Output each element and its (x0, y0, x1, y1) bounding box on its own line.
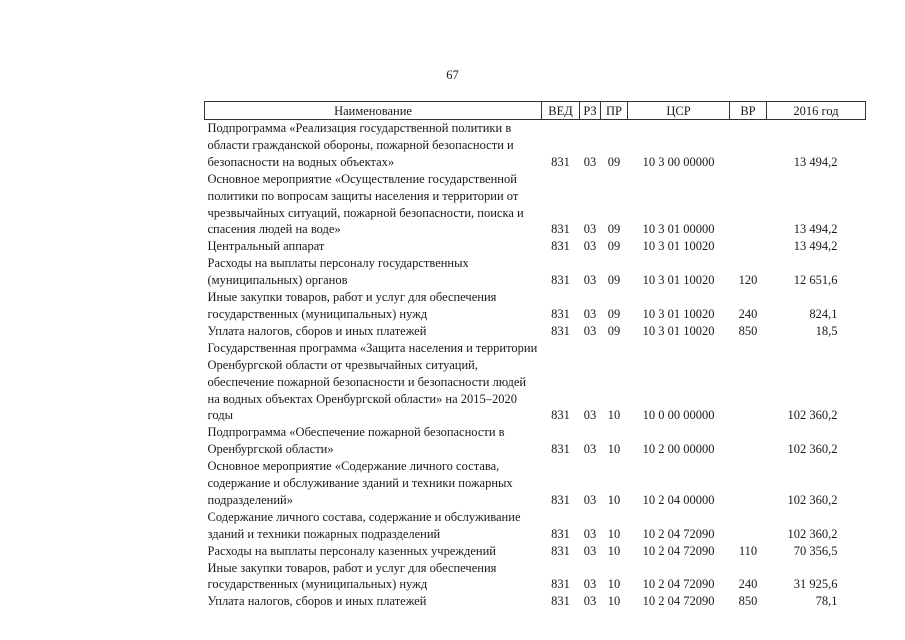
cell-csr: 10 3 01 00000 (642, 222, 715, 237)
cell-vr (730, 238, 767, 255)
cell-amount: 18,5 (815, 323, 838, 338)
header-csr: ЦСР (628, 102, 730, 120)
cell-rz: 03 (583, 222, 597, 237)
cell-name: Иные закупки товаров, работ и услуг для обеспечения государственных (муниципальных) нужд (207, 560, 497, 592)
cell-pr: 10 (607, 492, 621, 507)
cell-pr: 09 (607, 273, 621, 288)
cell-csr: 10 2 00 00000 (642, 442, 715, 457)
cell-pr: 10 (607, 577, 621, 592)
cell-csr: 10 2 04 72090 (642, 526, 715, 541)
cell-rz: 03 (583, 323, 597, 338)
cell-csr: 10 3 01 10020 (642, 306, 715, 321)
cell-amount: 31 925,6 (793, 577, 838, 592)
cell-amount: 70 356,5 (793, 543, 838, 558)
cell-vr: 120 (738, 273, 758, 288)
cell-csr: 10 3 00 00000 (642, 154, 715, 169)
cell-rz: 03 (583, 306, 597, 321)
cell-vr (730, 509, 767, 543)
cell-pr: 10 (607, 408, 621, 423)
cell-vr: 850 (738, 594, 758, 609)
cell-vr (730, 171, 767, 239)
cell-amount: 102 360,2 (787, 442, 838, 457)
cell-ved: 831 (551, 408, 570, 423)
cell-vr (730, 424, 767, 458)
cell-rz: 03 (583, 492, 597, 507)
table-row (205, 424, 866, 458)
cell-amount: 13 494,2 (793, 222, 838, 237)
table-row (205, 560, 866, 594)
cell-name: Уплата налогов, сборов и иных платежей (207, 323, 427, 338)
cell-rz: 03 (583, 408, 597, 423)
cell-vr: 240 (738, 306, 758, 321)
table-header-row (205, 102, 866, 120)
cell-ved: 831 (551, 492, 570, 507)
cell-amount: 13 494,2 (793, 154, 838, 169)
cell-rz: 03 (583, 543, 597, 558)
cell-csr: 10 0 00 00000 (642, 408, 715, 423)
cell-name: Подпрограмма «Реализация государственной политики в области гражданской обороны, пожарной безопасности и безопасности на водных объектах» (207, 121, 514, 169)
cell-ved: 831 (551, 442, 570, 457)
table-row (205, 593, 866, 610)
table-row (205, 340, 866, 425)
cell-name: Государственная программа «Защита населения и территории Оренбургской области от чрезвычайных ситуаций, обеспечение пожарной безопасности и безопасности людей на водных объектах Оренбургской области» на 2015–2020 годы (207, 340, 538, 423)
cell-rz: 03 (583, 442, 597, 457)
header-ved: ВЕД (542, 102, 580, 120)
cell-rz: 03 (583, 273, 597, 288)
cell-ved: 831 (551, 526, 570, 541)
cell-ved: 831 (551, 323, 570, 338)
cell-amount: 12 651,6 (793, 273, 838, 288)
cell-pr: 09 (607, 239, 621, 254)
cell-rz: 03 (583, 154, 597, 169)
cell-ved: 831 (551, 543, 570, 558)
cell-pr: 09 (607, 306, 621, 321)
cell-pr: 10 (607, 526, 621, 541)
table-row (205, 120, 866, 171)
cell-csr: 10 2 04 72090 (642, 543, 715, 558)
cell-name: Основное мероприятие «Содержание личного состава, содержание и обслуживание зданий и техники пожарных подразделений» (207, 459, 513, 507)
cell-amount: 78,1 (815, 594, 838, 609)
header-name: Наименование (205, 102, 542, 120)
table-row (205, 255, 866, 289)
budget-table (204, 101, 866, 610)
table-row (205, 289, 866, 323)
cell-vr: 110 (738, 543, 758, 558)
cell-name: Уплата налогов, сборов и иных платежей (207, 594, 427, 609)
cell-amount: 13 494,2 (793, 239, 838, 254)
table-row (205, 543, 866, 560)
cell-ved: 831 (551, 273, 570, 288)
cell-vr (730, 340, 767, 425)
cell-name: Центральный аппарат (207, 239, 325, 254)
table-row (205, 238, 866, 255)
cell-amount: 824,1 (809, 306, 838, 321)
cell-csr: 10 2 04 72090 (642, 594, 715, 609)
cell-ved: 831 (551, 222, 570, 237)
cell-amount: 102 360,2 (787, 526, 838, 541)
cell-pr: 10 (607, 543, 621, 558)
cell-pr: 09 (607, 323, 621, 338)
cell-name: Подпрограмма «Обеспечение пожарной безопасности в Оренбургской области» (207, 425, 505, 457)
cell-ved: 831 (551, 306, 570, 321)
table-row (205, 171, 866, 239)
header-rz: РЗ (580, 102, 601, 120)
cell-vr: 850 (738, 323, 758, 338)
cell-name: Иные закупки товаров, работ и услуг для обеспечения государственных (муниципальных) нужд (207, 290, 497, 321)
cell-name: Расходы на выплаты персоналу казенных учреждений (207, 543, 496, 558)
cell-rz: 03 (583, 594, 597, 609)
cell-pr: 09 (607, 154, 621, 169)
cell-vr (730, 120, 767, 171)
cell-csr: 10 2 04 00000 (642, 492, 715, 507)
header-year: 2016 год (767, 102, 866, 120)
cell-amount: 102 360,2 (787, 492, 838, 507)
table-row (205, 509, 866, 543)
cell-pr: 09 (607, 222, 621, 237)
cell-csr: 10 3 01 10020 (642, 323, 715, 338)
cell-rz: 03 (583, 526, 597, 541)
cell-rz: 03 (583, 239, 597, 254)
cell-vr: 240 (738, 577, 758, 592)
header-vr: ВР (730, 102, 767, 120)
cell-csr: 10 3 01 10020 (642, 273, 715, 288)
cell-ved: 831 (551, 239, 570, 254)
cell-vr (730, 458, 767, 509)
cell-name: Расходы на выплаты персоналу государственных (муниципальных) органов (207, 256, 469, 288)
cell-amount: 102 360,2 (787, 408, 838, 423)
cell-ved: 831 (551, 577, 570, 592)
cell-rz: 03 (583, 577, 597, 592)
header-pr: ПР (601, 102, 628, 120)
table-row (205, 458, 866, 509)
cell-csr: 10 3 01 10020 (642, 239, 715, 254)
cell-ved: 831 (551, 154, 570, 169)
cell-pr: 10 (607, 442, 621, 457)
cell-pr: 10 (607, 594, 621, 609)
cell-name: Содержание личного состава, содержание и обслуживание зданий и техники пожарных подразделений (207, 509, 521, 541)
cell-csr: 10 2 04 72090 (642, 577, 715, 592)
table-row (205, 323, 866, 340)
cell-ved: 831 (551, 594, 570, 609)
cell-name: Основное мероприятие «Осуществление государственной политики по вопросам защиты населения и территории от чрезвычайных ситуаций, пожарной безопасности, поиска и спасения людей на воде» (207, 171, 524, 237)
page-number: 67 (446, 68, 459, 82)
table-body (205, 120, 866, 611)
